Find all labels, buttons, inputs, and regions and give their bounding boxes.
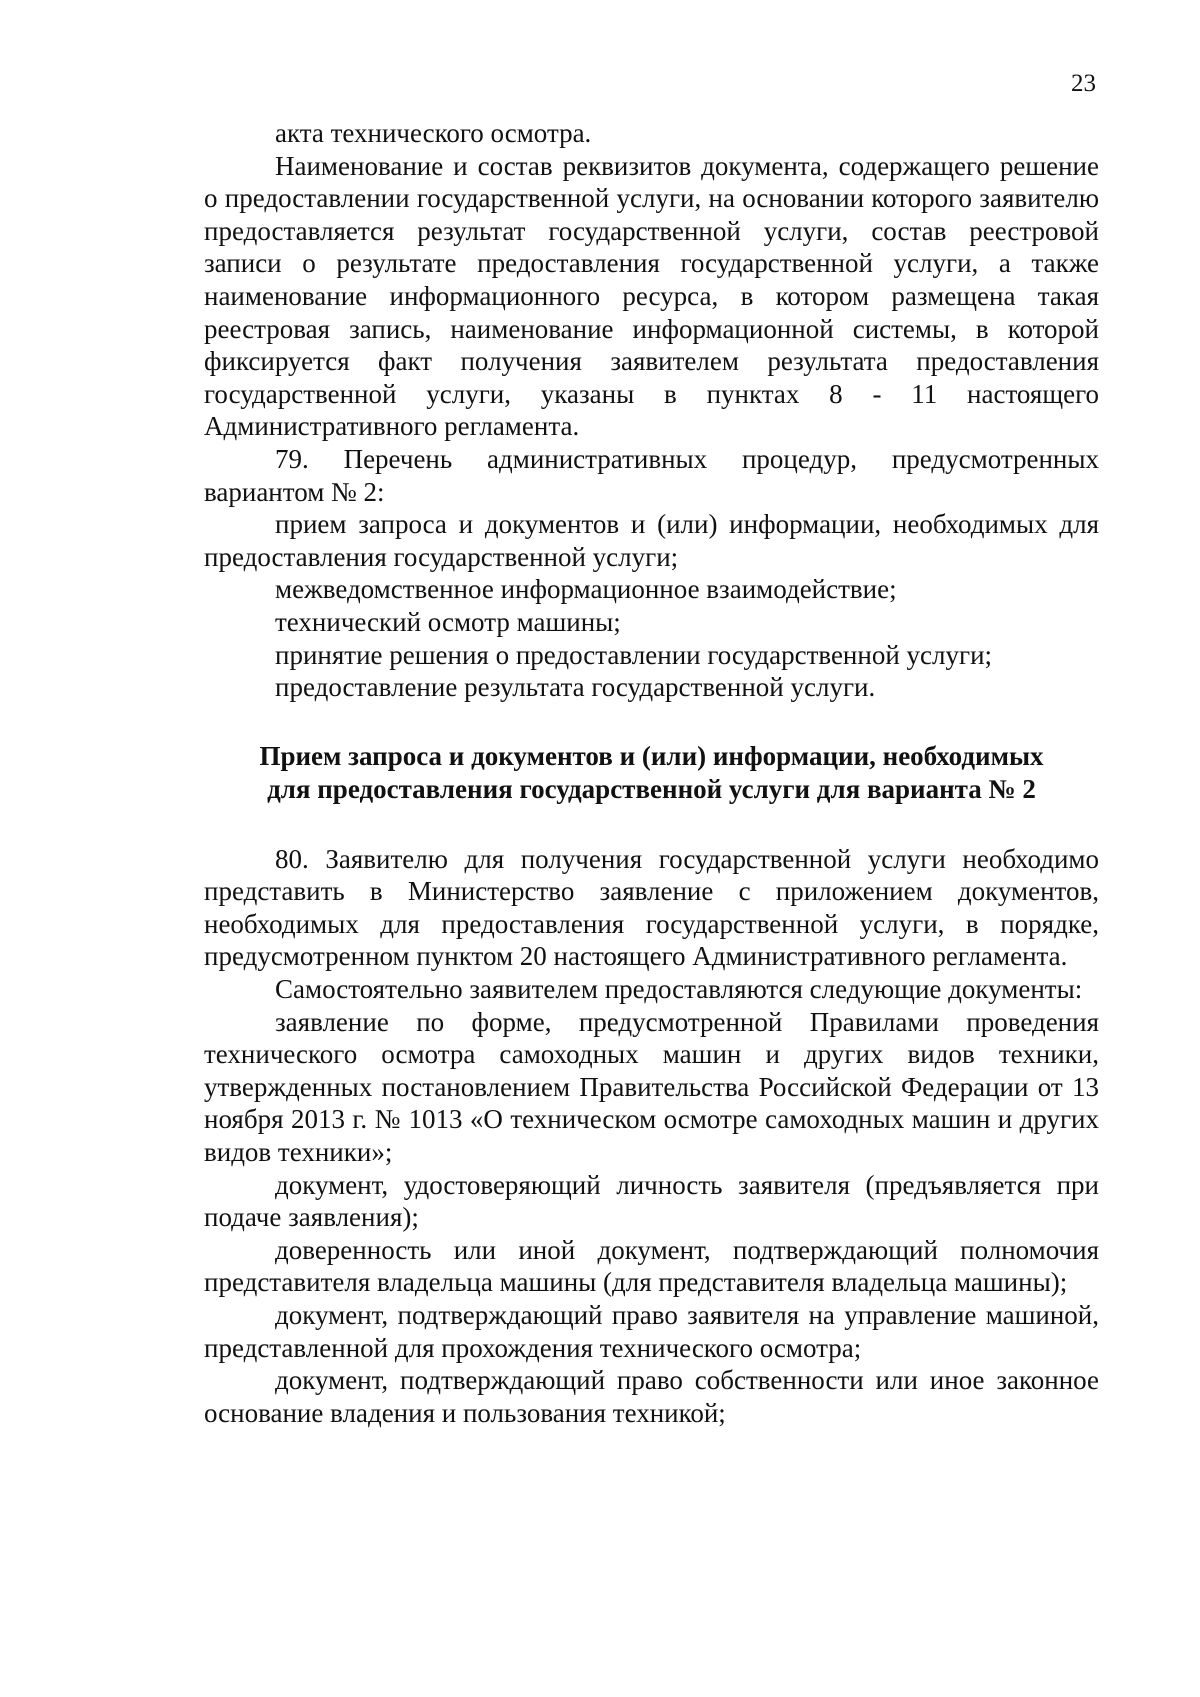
list-item: заявление по форме, предусмотренной Правилами проведения технического осмотра самоходных машин и других видов техники, утвержденных постановлением Правительства Российской Федерации от 13 ноября 2013 г. № 1013 «О техническом осмотре самоходных машин и других видов техники»; [204, 1006, 1099, 1168]
paragraph: акта технического осмотра. [275, 118, 592, 148]
list-item: предоставление результата государственной услуги. [275, 672, 876, 703]
section-heading-line-1: Прием запроса и документов и (или) информации, необходимых [259, 740, 1044, 771]
list-item: межведомственное информационное взаимодействие; [275, 574, 897, 605]
page-number: 23 [1071, 70, 1096, 97]
list-item: документ, подтверждающий право заявителя на управление машиной, представленной для прохождения технического осмотра; [204, 1300, 1099, 1363]
list-item: принятие решения о предоставлении государственной услуги; [275, 639, 993, 670]
list-item: технический осмотр машины; [275, 606, 621, 637]
paragraph-item-79: 79. Перечень административных процедур, предусмотренных вариантом № 2: [204, 443, 1099, 507]
paragraph-item-80: 80. Заявителю для получения государственной услуги необходимо представить в Министерство заявление с приложением документов, необходимых для предоставления государственной услуги, в порядке, предусмотренном пунктом 20 настоящего Административного регламента. [204, 843, 1099, 972]
paragraph: Наименование и состав реквизитов документа, содержащего решение о предоставлении государственной услуги, на основании которого заявителю предоставляется результат государственной услуги, состав реестровой записи о результате предоставления государственной услуги, а также наименование информационного ресурса, в котором размещена такая реестровая запись, наименование информационной системы, в которой фиксируется факт получения заявителем результата предоставления государственной услуги, указаны в пунктах 8 - 11 настоящего Административного регламента. [204, 150, 1099, 442]
list-item: прием запроса и документов и (или) информации, необходимых для предоставления государственной услуги; [204, 509, 1099, 572]
list-item: документ, удостоверяющий личность заявителя (предъявляется при подаче заявления); [204, 1169, 1099, 1233]
document-body [204, 117, 1099, 1429]
section-heading [204, 740, 1099, 806]
section-heading-line-2: для предоставления государственной услуги для варианта № 2 [267, 773, 1036, 804]
list-item: документ, подтверждающий право собственности или иное законное основание владения и пользования техникой; [204, 1365, 1099, 1428]
paragraph: Самостоятельно заявителем предоставляются следующие документы: [275, 974, 1083, 1005]
list-item: доверенность или иной документ, подтверждающий полномочия представителя владельца машины (для представителя владельца машины); [204, 1234, 1099, 1298]
